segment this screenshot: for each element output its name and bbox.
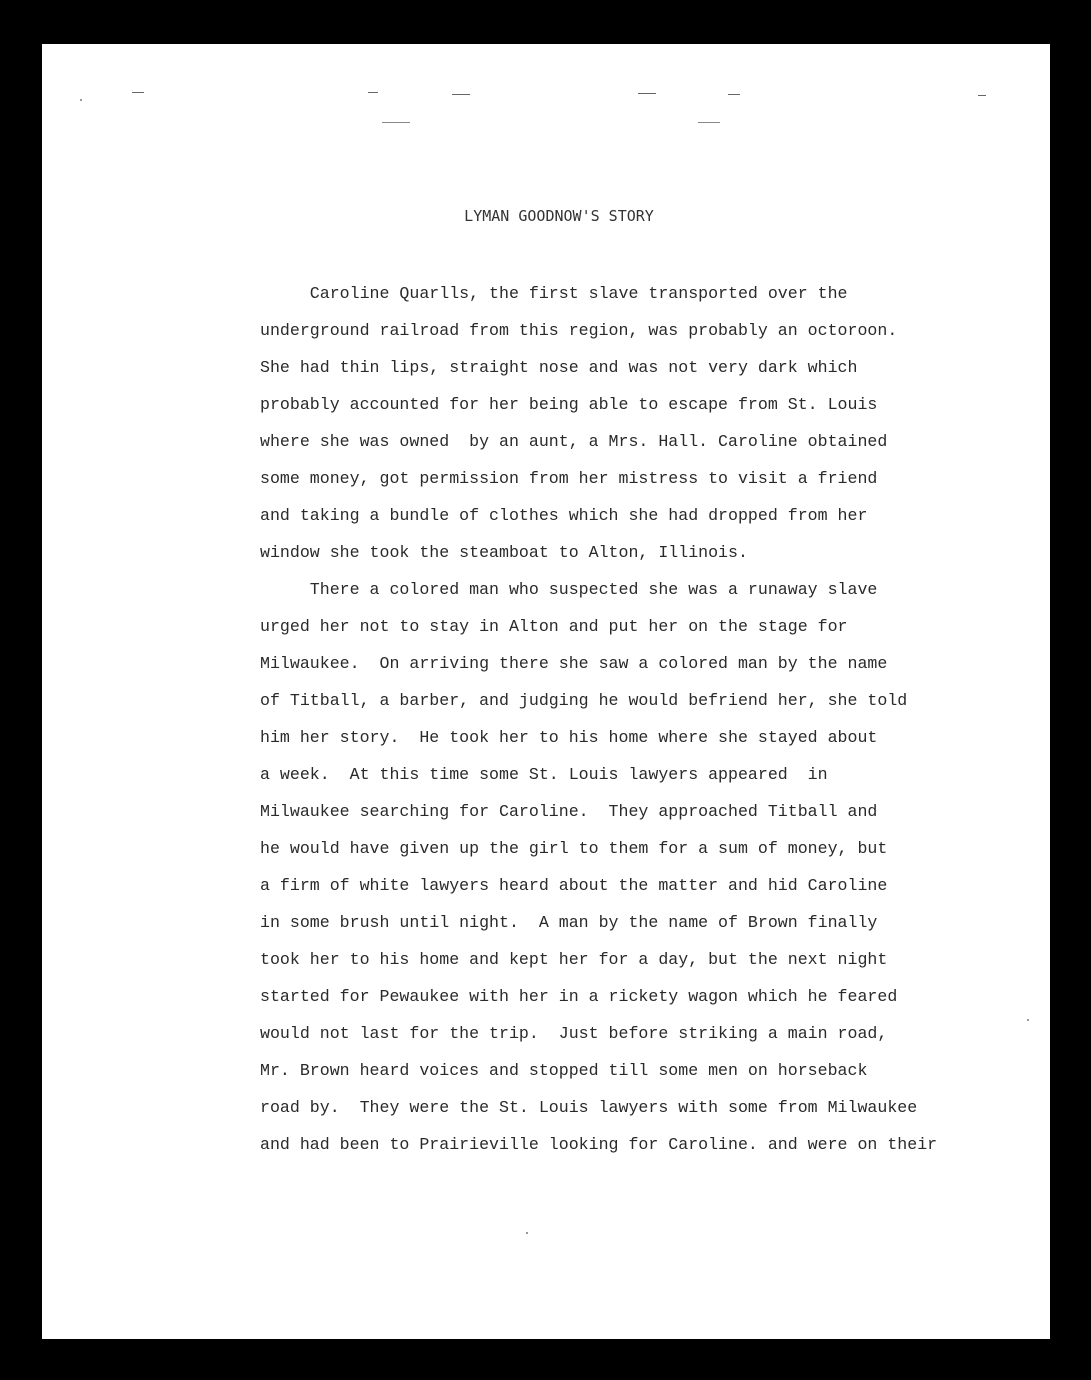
text-line: probably accounted for her being able to escape from St. Louis [260,395,878,414]
text-line: started for Pewaukee with her in a rickety wagon which he feared [260,987,898,1006]
scan-artifact [978,95,986,96]
scan-artifact [526,1232,528,1234]
text-line: Milwaukee. On arriving there she saw a colored man by the name [260,654,888,673]
scan-artifact [638,93,656,94]
text-line: would not last for the trip. Just before striking a main road, [260,1024,888,1043]
scan-artifact [1027,1019,1029,1021]
text-line: She had thin lips, straight nose and was not very dark which [260,358,858,377]
scan-artifact [698,122,720,123]
scan-artifact [452,94,470,95]
scan-artifact [728,94,740,95]
text-line: underground railroad from this region, was probably an octoroon. [260,321,898,340]
scan-artifact [132,92,144,93]
scan-artifact [368,92,378,93]
text-line: he would have given up the girl to them for a sum of money, but [260,839,888,858]
text-line: took her to his home and kept her for a day, but the next night [260,950,888,969]
scan-artifact [382,122,410,123]
text-line: There a colored man who suspected she was a runaway slave [260,580,878,599]
scan-artifact [80,99,82,101]
text-line: road by. They were the St. Louis lawyers with some from Milwaukee [260,1098,918,1117]
text-line: him her story. He took her to his home where she stayed about [260,728,878,747]
text-line: some money, got permission from her mistress to visit a friend [260,469,878,488]
text-line: and had been to Prairieville looking for Caroline. and were on their [260,1135,938,1154]
text-line: window she took the steamboat to Alton, Illinois. [260,543,748,562]
text-line: where she was owned by an aunt, a Mrs. Hall. Caroline obtained [260,432,888,451]
text-line: in some brush until night. A man by the name of Brown finally [260,913,878,932]
text-line: urged her not to stay in Alton and put her on the stage for [260,617,848,636]
document-page [42,44,1050,1339]
text-line: a firm of white lawyers heard about the matter and hid Caroline [260,876,888,895]
text-line: Mr. Brown heard voices and stopped till some men on horseback [260,1061,868,1080]
text-line: Caroline Quarlls, the first slave transported over the [260,284,848,303]
text-line: and taking a bundle of clothes which she had dropped from her [260,506,868,525]
text-line: a week. At this time some St. Louis lawyers appeared in [260,765,828,784]
document-title: LYMAN GOODNOW'S STORY [464,207,654,225]
text-line: of Titball, a barber, and judging he would befriend her, she told [260,691,908,710]
text-line: Milwaukee searching for Caroline. They approached Titball and [260,802,878,821]
